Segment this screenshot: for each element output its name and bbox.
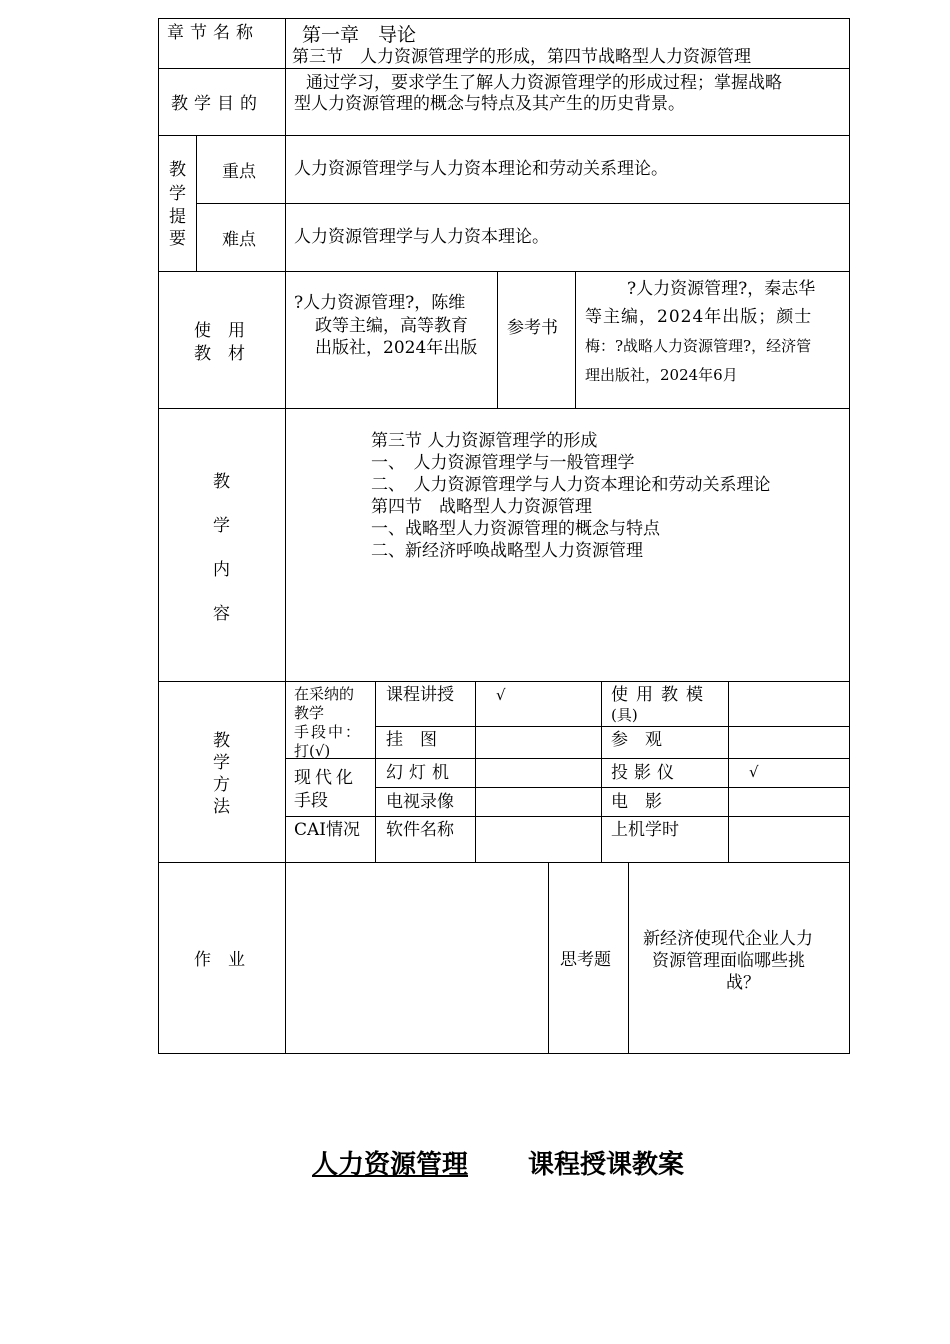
think-line-1: 新经济使现代企业人力	[643, 929, 813, 949]
goal-line-2: 型人力资源管理的概念与特点及其产生的历史背景。	[294, 94, 685, 114]
content-line-3: 二、 人力资源管理学与人力资本理论和劳动关系理论	[371, 475, 771, 495]
page-title	[312, 1144, 684, 1181]
outline-label-1: 教	[169, 160, 186, 180]
section-title: 第三节 人力资源管理学的形成，第四节战略型人力资源管理	[292, 47, 751, 67]
hard-point-text: 人力资源管理学与人力资本理论。	[294, 227, 549, 247]
film-label: 电 影	[611, 792, 662, 812]
modern-line-2: 手段	[294, 791, 328, 811]
textbook-label-1: 使 用	[194, 321, 245, 341]
outline-label-2: 学	[169, 184, 186, 204]
outline-label-4: 要	[169, 229, 186, 249]
software-label: 软件名称	[386, 820, 454, 840]
content-line-5: 一、战略型人力资源管理的概念与特点	[371, 519, 660, 539]
reference-line-4: 理出版社，2024年6月	[585, 366, 738, 384]
model-line-1: 使用教模	[611, 685, 711, 705]
lab-hours-label: 上机学时	[611, 820, 679, 840]
adopt-line-1: 在采纳的	[294, 685, 355, 703]
content-line-1: 第三节 人力资源管理学的形成	[371, 431, 598, 451]
textbook-line-3: 出版社，2024年出版	[315, 338, 478, 358]
reference-line-3: 梅：?战略人力资源管理?，经济管	[585, 337, 812, 355]
lecture-label: 课程讲授	[386, 685, 454, 705]
adopt-line-2: 教学	[294, 704, 325, 722]
projector-label: 投影仪	[611, 763, 680, 783]
hard-point-label: 难点	[222, 230, 256, 250]
method-label-1: 教	[213, 731, 230, 751]
title-suffix: 课程授课教案	[528, 1150, 685, 1180]
course-name: 人力资源管理	[312, 1150, 469, 1180]
method-label-3: 方	[213, 775, 230, 795]
projector-check: √	[749, 763, 759, 781]
method-label-2: 学	[213, 753, 230, 773]
key-point-text: 人力资源管理学与人力资本理论和劳动关系理论。	[294, 159, 668, 179]
content-line-2: 一、 人力资源管理学与一般管理学	[371, 453, 635, 473]
think-label: 思考题	[560, 950, 611, 970]
title-underline	[468, 1150, 528, 1180]
content-label-4: 容	[213, 604, 230, 624]
homework-label: 作 业	[194, 950, 245, 970]
visit-label: 参 观	[611, 730, 662, 750]
lecture-check: √	[496, 686, 506, 704]
content-line-4: 第四节 战略型人力资源管理	[371, 497, 592, 517]
adopt-line-4: 打(√)	[294, 742, 331, 760]
think-line-2: 资源管理面临哪些挑	[652, 951, 805, 971]
chapter-label: 章节名称	[167, 23, 259, 43]
method-label-4: 法	[213, 797, 230, 817]
modern-line-1: 现代化	[294, 768, 357, 788]
reference-line-1: ?人力资源管理?，秦志华	[627, 279, 816, 299]
textbook-line-2: 政等主编，高等教育	[315, 316, 468, 336]
video-label: 电视录像	[386, 792, 454, 812]
adopt-line-3: 手段中：	[294, 723, 363, 741]
wallchart-label: 挂 图	[386, 730, 437, 750]
think-line-3: 战？	[726, 973, 760, 993]
outline-label-3: 提	[169, 207, 186, 227]
reference-label: 参考书	[507, 318, 558, 338]
textbook-label-2: 教 材	[194, 344, 245, 364]
goal-line-1: 通过学习，要求学生了解人力资源管理学的形成过程；掌握战略	[306, 73, 782, 93]
goal-label: 教学目的	[171, 94, 263, 114]
content-line-6: 二、新经济呼唤战略型人力资源管理	[371, 541, 643, 561]
reference-line-2: 等主编，2024年出版；颜士	[585, 307, 813, 327]
cai-label: CAI情况	[294, 820, 360, 840]
model-line-2: (具)	[611, 706, 638, 724]
content-label-3: 内	[213, 560, 230, 580]
slides-label: 幻灯机	[386, 763, 455, 783]
chapter-title: 第一章 导论	[302, 24, 417, 46]
key-point-label: 重点	[222, 162, 256, 182]
content-label-2: 学	[213, 516, 230, 536]
textbook-line-1: ?人力资源管理?，陈维	[294, 293, 466, 313]
content-label-1: 教	[213, 472, 230, 492]
